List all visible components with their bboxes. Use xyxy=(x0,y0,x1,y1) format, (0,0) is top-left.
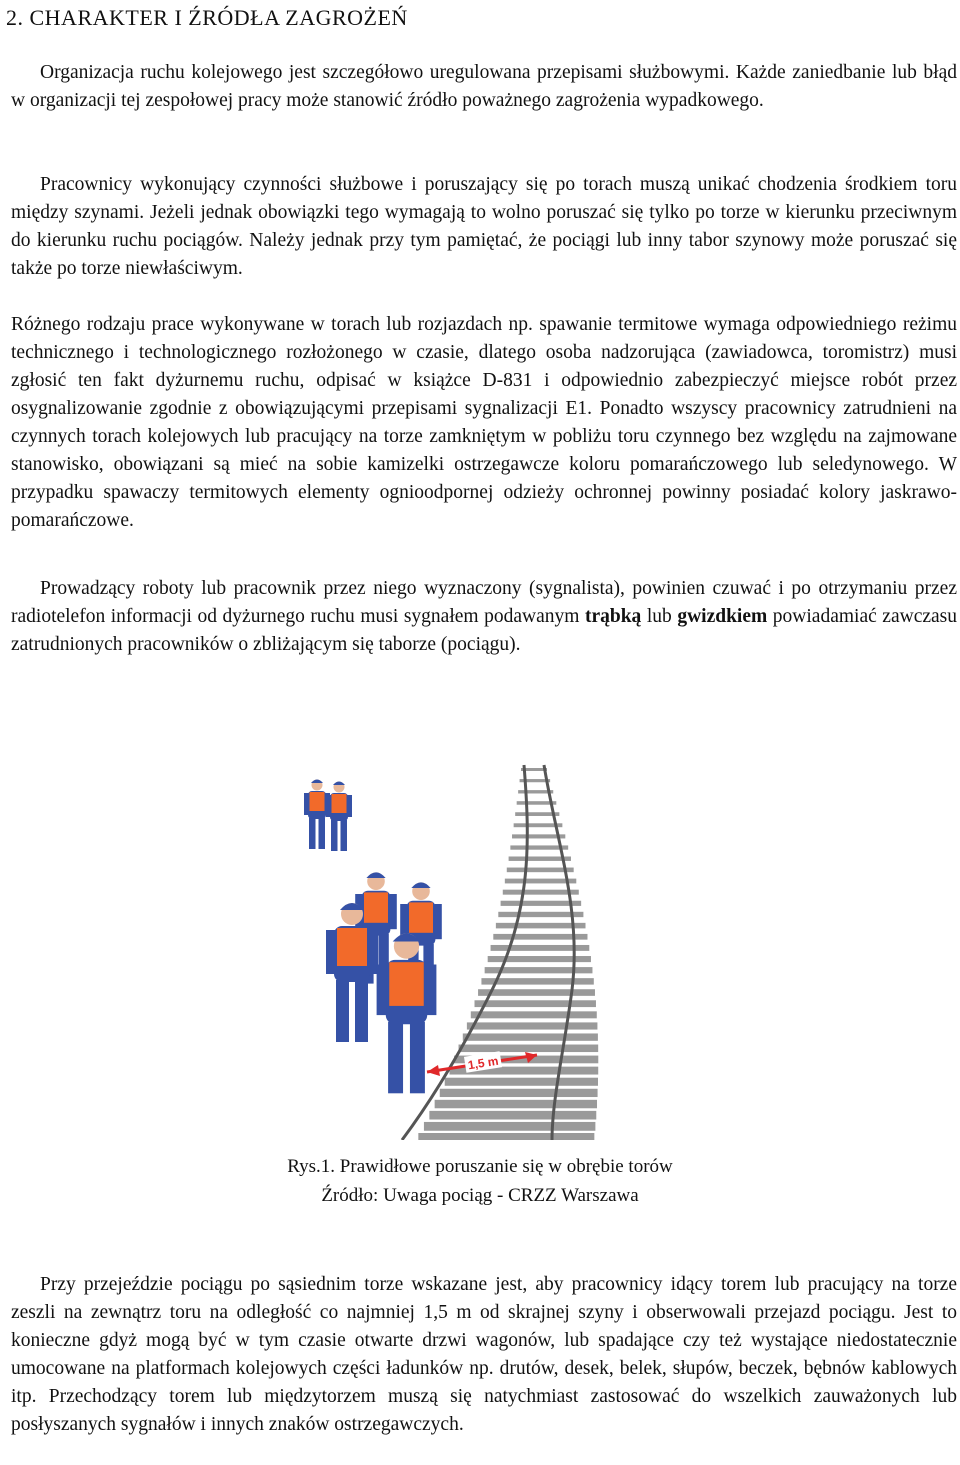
bold-term-horn: trąbką xyxy=(584,606,642,627)
distance-label: 1,5 m xyxy=(466,1053,500,1073)
sleeper xyxy=(475,1000,596,1007)
figure-caption: Rys.1. Prawidłowe poruszanie się w obrębie torów xyxy=(287,1156,673,1177)
text-run: powiadamiać zawczasu zatrudnionych pracowników o zbliżającym się taborze (pociągu). xyxy=(11,606,957,655)
figure-workers-beside-track xyxy=(252,760,692,1140)
paragraph-track-works: Różnego rodzaju prace wykonywane w torach lub rozjazdach np. spawanie termitowe wymaga odpowiedniego reżimu technicznego i technologicznego rozłożonego w czasie, dlatego osoba nadzorująca (zawiadowca, toromistrz) musi zgłosić ten fakt dyżurnemu ruchu, odpisać w książce D-831 i odpowiednio zabezpieczyć miejsce robót przez osygnalizowanie zgodnie z obowiązującymi przepisami sygnalizacji E1. Ponadto wszyscy pracownicy zatrudnieni na czynnych torach kolejowych lub pracujący na torze zamkniętym w pobliżu toru czynnego bez względu na zajmowane stanowisko, obowiązani są mieć na sobie kamizelki ostrzegawcze koloru pomarańczowego lub seledynowego. W przypadku spawaczy termitowych elementy ognioodpornej odzieży ochronnej powinny posiadać kolory jaskrawo-pomarańczowe. xyxy=(11,314,957,531)
worker-figure xyxy=(326,782,352,852)
sleeper xyxy=(471,1011,597,1018)
sleeper xyxy=(478,989,595,996)
text-run: lub xyxy=(641,606,678,627)
paragraph-organization: Organizacja ruchu kolejowego jest szczegółowo uregulowana przepisami służbowymi. Każde zaniedbanie lub błąd w organizacji tej zespołowej pracy może stanowić źródło poważnego zagrożenia wypadkowego. xyxy=(11,62,957,111)
sleeper xyxy=(467,1022,598,1029)
sleeper xyxy=(463,1033,598,1040)
workers-group xyxy=(304,780,442,1094)
text-run: Prowadzący roboty lub pracownik przez niego wyznaczony (sygnalista), powinien czuwać i po otrzymaniu przez radiotelefon informacji od dyżurnego ruchu musi sygnałem podawanym xyxy=(11,578,957,627)
paragraph-walking-rules: Pracownicy wykonujący czynności służbowe i poruszający się po torach muszą unikać chodzenia środkiem toru między szynami. Jeżeli jednak obowiązki tego wymagają to wolno poruszać się tylko po torze w kierunku przeciwnym do kierunku ruchu pociągów. Należy jednak przy tym pamiętać, że pociągi lub inny tabor szynowy może poruszać się także po torze niewłaściwym. xyxy=(11,174,957,279)
sleeper xyxy=(440,1089,598,1097)
sleeper xyxy=(459,1045,599,1053)
bold-term-whistle: gwizdkiem xyxy=(677,606,768,627)
sleeper xyxy=(429,1111,596,1120)
sleeper xyxy=(424,1122,595,1131)
sleeper xyxy=(418,1133,594,1140)
illustration xyxy=(252,760,692,1140)
paragraph-passing-train: Przy przejeździe pociągu po sąsiednim torze wskazane jest, aby pracownicy idący torem lub pracujący na torze zeszli na zewnątrz toru na odległość co najmniej 1,5 m od skrajnej szyny i obserwowali przejazd pociągu. Jest to konieczne gdyż mogą być w tym czasie otwarte drzwi wagonów, lub spadające czy też wystające niedostatecznie umocowane na platformach kolejowych części ładunków np. drutów, desek, belek, słupów, beczek, bębnów kablowych itp. Przechodzący torem lub międzytorzem muszą się natychmiast zastosować do wszelkich zauważonych lub posłyszanych sygnałów i innych znaków ostrzegawczych. xyxy=(11,1274,957,1435)
section-heading: 2. CHARAKTER I ŹRÓDŁA ZAGROŻEŃ xyxy=(6,5,408,30)
paragraph-signalman xyxy=(11,575,957,659)
sleeper xyxy=(445,1078,598,1086)
sleeper xyxy=(435,1100,597,1108)
figure-source: Źródło: Uwaga pociąg - CRZZ Warszawa xyxy=(321,1185,639,1206)
